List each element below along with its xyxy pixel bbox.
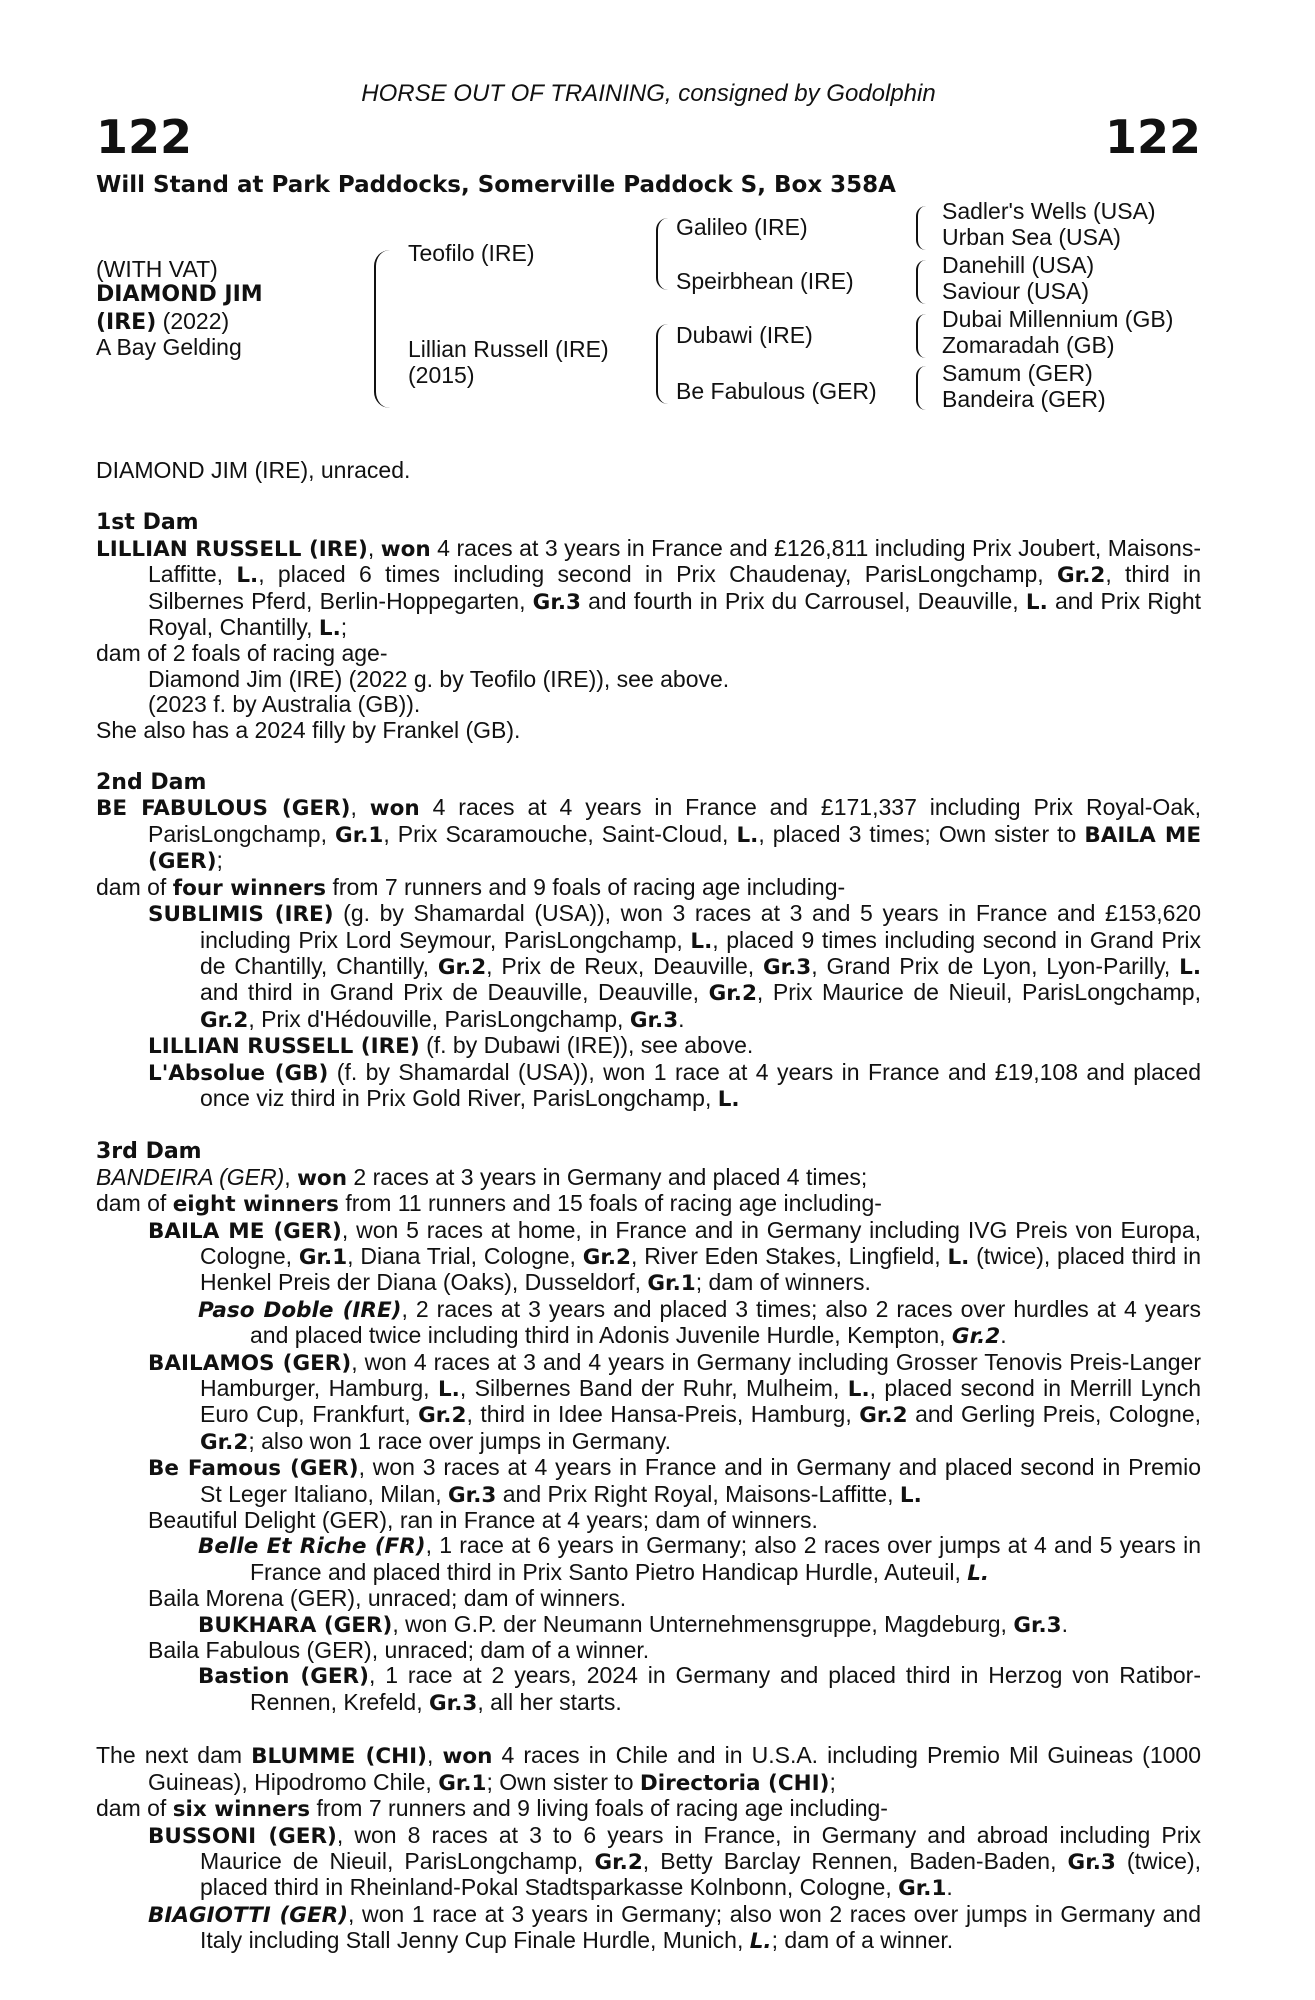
text-run: , third in Silbernes Pferd, Berlin-Hoppegarten, bbox=[148, 561, 1201, 614]
text-run: L. bbox=[967, 1560, 990, 1586]
pedigree-paragraph bbox=[96, 1533, 1201, 1586]
text-run: Diamond Jim (IRE) (2022 g. by Teofilo (IRE)), see above. bbox=[148, 665, 730, 692]
text-run: BIAGIOTTI (GER) bbox=[148, 1902, 349, 1928]
text-run: Gr.2 bbox=[859, 1403, 908, 1429]
text-run: , 2 races at 3 years and placed 3 times; also 2 races over hurdles at 4 years and placed twice including third in Adonis Juvenile Hurdle, Kempton, bbox=[250, 1295, 1201, 1349]
pedigree-paragraph bbox=[96, 536, 1201, 642]
sire-dam: Speirbhean (IRE) bbox=[676, 268, 854, 294]
lot-header bbox=[96, 80, 1201, 170]
text-run: , won 1 race at 3 years in Germany; also won 2 races over jumps in Germany and Italy including Stall Jenny Cup Finale Hurdle, Munich, bbox=[200, 1900, 1201, 1954]
text-run: Gr.2 bbox=[418, 1403, 467, 1429]
text-run: Gr.3 bbox=[762, 954, 812, 980]
text-run: , 1 race at 2 years, 2024 in Germany and placed third in Herzog von Ratibor-Rennen, Krefeld, bbox=[250, 1662, 1201, 1715]
text-run: ; dam of a winner. bbox=[771, 1927, 954, 1954]
pedigree-paragraph bbox=[96, 1743, 1201, 1796]
text-run: Gr.3 bbox=[1013, 1612, 1062, 1638]
pedigree-paragraph bbox=[96, 1218, 1201, 1297]
text-run: L. bbox=[236, 563, 259, 589]
text-run: 4 races at 4 years in France and £171,337 including Prix Royal-Oak, ParisLongchamp, bbox=[148, 794, 1201, 847]
text-run: from 7 runners and 9 living foals of racing age including- bbox=[310, 1795, 888, 1822]
pedigree-paragraph bbox=[96, 1823, 1201, 1902]
text-run: dam of bbox=[96, 1190, 173, 1217]
text-run: . bbox=[946, 1874, 953, 1901]
pedigree-paragraph bbox=[96, 1902, 1201, 1955]
text-run: and fourth in Prix du Carrousel, Deauville, bbox=[580, 587, 1026, 614]
text-run: dam of bbox=[96, 1795, 173, 1822]
text-run: Gr.3 bbox=[448, 1482, 497, 1508]
text-run: Gr.1 bbox=[298, 1244, 348, 1270]
lot-number-left: 122 bbox=[96, 110, 193, 164]
text-run: 4 races in Chile and in U.S.A. including Premio Mil Guineas (1000 Guineas), Hipodromo Chile, bbox=[148, 1742, 1201, 1795]
text-run: L. bbox=[736, 822, 759, 848]
text-run: L. bbox=[1025, 589, 1048, 615]
pedigree-paragraph bbox=[96, 1165, 1201, 1191]
text-run: Baila Morena (GER), unraced; dam of winners. bbox=[148, 1585, 627, 1612]
text-run: , bbox=[350, 794, 370, 821]
text-run: , Prix Maurice de Nieuil, ParisLongchamp, bbox=[756, 979, 1201, 1006]
text-run: Paso Doble (IRE) bbox=[198, 1297, 402, 1323]
text-run: , placed 3 times; Own sister to bbox=[758, 820, 1085, 847]
text-run: six winners bbox=[172, 1797, 311, 1823]
text-run: ; bbox=[340, 614, 348, 641]
text-run: , won 4 races at 3 and 4 years in Germany including Grosser Tenovis Preis-Langer Hamburger, Hamburg, bbox=[200, 1348, 1201, 1401]
dam-section bbox=[96, 1139, 1201, 1716]
text-run: Gr.2 bbox=[594, 1849, 643, 1875]
text-run: won bbox=[369, 796, 420, 822]
text-run: and Prix Right Royal, Maisons-Laffitte, bbox=[496, 1480, 900, 1507]
text-run: ; bbox=[829, 1768, 836, 1795]
text-run: 4 races at 3 years in France and £126,811 including Prix Joubert, Maisons-Laffitte, bbox=[148, 534, 1202, 588]
horse-origin: (IRE) bbox=[96, 310, 157, 335]
text-run: , River Eden Stakes, Lingfield, bbox=[631, 1242, 948, 1269]
text-run: , all her starts. bbox=[477, 1688, 622, 1715]
text-run: She also has a 2024 filly by Frankel (GB). bbox=[96, 716, 521, 743]
sire-sire: Galileo (IRE) bbox=[676, 214, 808, 240]
pedigree-paragraph bbox=[96, 1455, 1201, 1508]
text-run: (twice), placed third in Rheinland-Pokal Stadtsparkasse Kolnbonn, Cologne, bbox=[200, 1847, 1202, 1901]
text-run: Gr.2 bbox=[200, 1007, 249, 1033]
text-run: (2023 f. by Australia (GB)). bbox=[148, 691, 421, 718]
ggp-5: Dubai Millennium (GB) bbox=[942, 306, 1174, 332]
stand-location: Will Stand at Park Paddocks, Somerville Paddock S, Box 358A bbox=[96, 172, 896, 198]
text-run: Gr.1 bbox=[647, 1271, 696, 1297]
sire-brace bbox=[656, 218, 668, 290]
pedigree-table bbox=[96, 198, 1206, 428]
text-run: ; bbox=[216, 847, 223, 874]
text-run: , placed 9 times including second in Grand Prix de Chantilly, Chantilly, bbox=[200, 926, 1202, 979]
text-run: and Gerling Preis, Cologne, bbox=[907, 1401, 1201, 1428]
dam-sections bbox=[96, 510, 1201, 1954]
intro-line: DIAMOND JIM (IRE), unraced. bbox=[96, 457, 411, 483]
text-run: . bbox=[678, 1005, 685, 1032]
horse-year: (2022) bbox=[156, 308, 230, 334]
pedigree-paragraph bbox=[96, 1612, 1201, 1638]
pedigree-paragraph bbox=[96, 901, 1201, 1033]
text-run: ; also won 1 race over jumps in Germany. bbox=[248, 1427, 672, 1454]
pedigree-paragraph bbox=[96, 1191, 1201, 1217]
pedigree-paragraph bbox=[96, 1508, 1201, 1533]
text-run: L. bbox=[437, 1377, 460, 1402]
text-run: and Prix Right Royal, Chantilly, bbox=[148, 587, 1201, 641]
ggp-6: Zomaradah (GB) bbox=[942, 332, 1115, 358]
text-run: dam of bbox=[96, 873, 173, 900]
text-run: 2 races at 3 years in Germany and placed 4 times; bbox=[347, 1163, 868, 1190]
pedigree-paragraph bbox=[96, 641, 1201, 666]
text-run: L. bbox=[947, 1244, 970, 1270]
ggp-7: Samum (GER) bbox=[942, 360, 1093, 386]
brace-speirbhean bbox=[916, 260, 926, 304]
pedigree-paragraph bbox=[96, 1796, 1201, 1822]
text-run: BUSSONI (GER) bbox=[148, 1823, 337, 1849]
text-run: , 1 race at 6 years in Germany; also 2 races over jumps at 4 and 5 years in France and placed third in Prix Santo Pietro Handicap Hurdle, Auteuil, bbox=[250, 1532, 1201, 1585]
text-run: (f. by Shamardal (USA)), won 1 race at 4 years in France and £19,108 and placed once viz third in Prix Gold River, ParisLongchamp, bbox=[200, 1058, 1201, 1111]
section-heading: 2nd Dam bbox=[96, 770, 207, 796]
pedigree-paragraph bbox=[96, 1663, 1201, 1716]
text-run: won bbox=[380, 536, 431, 562]
pedigree-paragraph bbox=[96, 1350, 1201, 1456]
text-run: BAILAMOS (GER) bbox=[148, 1350, 352, 1376]
text-run: , placed 6 times including second in Prix Chaudenay, ParisLongchamp, bbox=[258, 561, 1058, 588]
dam-year: (2015) bbox=[408, 362, 475, 388]
text-run: , Prix d'Hédouville, ParisLongchamp, bbox=[248, 1005, 630, 1032]
text-run: , won G.P. der Neumann Unternehmensgruppe, Magdeburg, bbox=[392, 1610, 1014, 1637]
text-run: Gr.2 bbox=[1057, 563, 1106, 589]
text-run: won bbox=[297, 1165, 348, 1191]
sire: Teofilo (IRE) bbox=[408, 240, 535, 266]
text-run: , third in Idee Hansa-Preis, Hamburg, bbox=[466, 1401, 860, 1428]
text-run: ; dam of winners. bbox=[695, 1269, 871, 1296]
lot-number-right: 122 bbox=[1104, 110, 1201, 164]
text-run: Gr.3 bbox=[532, 589, 581, 615]
brace-dubawi bbox=[916, 314, 926, 358]
text-run: , won 8 races at 3 to 6 years in France, in Germany and abroad including Prix Maurice de Nieuil, ParisLongchamp, bbox=[200, 1821, 1201, 1874]
text-run: L. bbox=[690, 928, 713, 954]
pedigree-paragraph bbox=[96, 1297, 1201, 1350]
dam-section bbox=[96, 510, 1201, 743]
catalogue-text bbox=[96, 458, 1201, 1955]
text-run: Gr.3 bbox=[629, 1007, 679, 1033]
text-run: Gr.3 bbox=[429, 1690, 478, 1716]
horse-description: A Bay Gelding bbox=[96, 334, 242, 360]
pedigree-paragraph bbox=[96, 1638, 1201, 1663]
text-run: L. bbox=[899, 1482, 922, 1508]
brace-galileo bbox=[916, 206, 926, 250]
text-run: , won 3 races at 4 years in France and in Germany and placed second in Premio St Leger Italiano, Milan, bbox=[200, 1454, 1201, 1507]
text-run: BAILA ME (GER) bbox=[148, 822, 1201, 875]
text-run: Gr.2 bbox=[200, 1429, 249, 1455]
text-run: Gr.1 bbox=[335, 822, 384, 848]
text-run: , bbox=[367, 534, 381, 561]
section-heading: 3rd Dam bbox=[96, 1139, 202, 1165]
text-run: , placed second in Merrill Lynch Euro Cup, Frankfurt, bbox=[200, 1375, 1201, 1428]
pedigree-paragraph bbox=[96, 718, 1201, 743]
text-run: eight winners bbox=[172, 1192, 339, 1218]
text-run: from 11 runners and 15 foals of racing age including- bbox=[338, 1190, 882, 1217]
ggp-2: Urban Sea (USA) bbox=[942, 224, 1121, 250]
text-run: L. bbox=[1179, 954, 1201, 980]
text-run: and third in Grand Prix de Deauville, Deauville, bbox=[200, 979, 709, 1006]
text-run: (f. by Dubawi (IRE)), see above. bbox=[419, 1032, 754, 1059]
pedigree-brace bbox=[374, 250, 390, 408]
text-run: , Betty Barclay Rennen, Baden-Baden, bbox=[642, 1847, 1068, 1874]
text-run: , Prix Scaramouche, Saint-Cloud, bbox=[383, 820, 737, 847]
text-run: Beautiful Delight (GER), ran in France at 4 years; dam of winners. bbox=[148, 1507, 818, 1534]
pedigree-paragraph bbox=[96, 692, 1201, 717]
ggp-4: Saviour (USA) bbox=[942, 278, 1089, 304]
horse-name: DIAMOND JIM bbox=[96, 282, 263, 307]
ggp-1: Sadler's Wells (USA) bbox=[942, 198, 1156, 224]
text-run: , Silbernes Band der Ruhr, Mulheim, bbox=[459, 1375, 848, 1401]
text-run: (g. by Shamardal (USA)), won 3 races at 3 and 5 years in France and £153,620 including Prix Lord Seymour, ParisLongchamp, bbox=[200, 900, 1201, 953]
pedigree-paragraph bbox=[96, 1586, 1201, 1611]
text-run: Be Famous (GER) bbox=[148, 1456, 359, 1482]
ggp-8: Bandeira (GER) bbox=[942, 386, 1106, 412]
pedigree-paragraph bbox=[96, 1033, 1201, 1059]
horse-origin-year bbox=[96, 308, 229, 336]
text-run: L. bbox=[749, 1929, 772, 1955]
text-run: , bbox=[284, 1163, 298, 1190]
dam: Lillian Russell (IRE) bbox=[408, 336, 609, 362]
text-run: Gr.2 bbox=[951, 1324, 1001, 1350]
pedigree-paragraph bbox=[96, 667, 1201, 692]
text-run: BUKHARA (GER) bbox=[198, 1612, 393, 1638]
text-run: Gr.1 bbox=[438, 1770, 487, 1796]
text-run: , bbox=[426, 1742, 443, 1769]
text-run: L. bbox=[847, 1377, 870, 1402]
text-run: BAILA ME (GER) bbox=[148, 1218, 342, 1244]
section-heading: 1st Dam bbox=[96, 510, 199, 536]
text-run: BANDEIRA (GER) bbox=[96, 1163, 285, 1190]
text-run: L. bbox=[717, 1086, 740, 1112]
text-run: . bbox=[1000, 1322, 1007, 1349]
pedigree-paragraph bbox=[96, 875, 1201, 901]
text-run: from 7 runners and 9 foals of racing age including- bbox=[326, 873, 846, 900]
text-run: (twice), placed third in Henkel Preis der Diana (Oaks), Dusseldorf, bbox=[200, 1242, 1202, 1296]
dam-section bbox=[96, 1743, 1201, 1954]
text-run: . bbox=[1061, 1610, 1069, 1637]
text-run: SUBLIMIS (IRE) bbox=[148, 902, 334, 928]
text-run: four winners bbox=[172, 875, 327, 901]
text-run: The next dam bbox=[96, 1742, 252, 1769]
text-run: LILLIAN RUSSELL (IRE) bbox=[148, 1034, 420, 1060]
vat-note: (WITH VAT) bbox=[96, 256, 218, 282]
dam-brace bbox=[656, 324, 668, 404]
text-run: Belle Et Riche (FR) bbox=[198, 1534, 426, 1560]
text-run: ; Own sister to bbox=[486, 1768, 640, 1795]
dam-sire: Dubawi (IRE) bbox=[676, 322, 813, 348]
text-run: Baila Fabulous (GER), unraced; dam of a winner. bbox=[148, 1637, 650, 1664]
text-run: Bastion (GER) bbox=[198, 1664, 369, 1690]
text-run: Gr.1 bbox=[898, 1876, 947, 1902]
text-run: BLUMME (CHI) bbox=[251, 1744, 427, 1770]
text-run: dam of 2 foals of racing age- bbox=[96, 640, 388, 667]
pedigree-paragraph bbox=[96, 795, 1201, 874]
text-run: LILLIAN RUSSELL (IRE) bbox=[96, 536, 368, 562]
text-run: , Prix de Reux, Deauville, bbox=[486, 952, 763, 979]
dam-section bbox=[96, 770, 1201, 1112]
text-run: won bbox=[442, 1744, 493, 1770]
text-run: Gr.2 bbox=[582, 1244, 632, 1270]
text-run: L'Absolue (GB) bbox=[148, 1060, 329, 1086]
text-run: , Diana Trial, Cologne, bbox=[347, 1242, 583, 1269]
text-run: Gr.3 bbox=[1067, 1849, 1116, 1875]
dam-dam: Be Fabulous (GER) bbox=[676, 378, 877, 404]
text-run: BE FABULOUS (GER) bbox=[96, 796, 351, 822]
consignment-title: HORSE OUT OF TRAINING, consigned by Godolphin bbox=[361, 80, 936, 107]
brace-be-fabulous bbox=[916, 366, 926, 410]
text-run: , Grand Prix de Lyon, Lyon-Parilly, bbox=[811, 952, 1180, 979]
text-run: Directoria (CHI) bbox=[639, 1770, 830, 1796]
text-run: Gr.2 bbox=[708, 981, 757, 1007]
text-run: , won 5 races at home, in France and in Germany including IVG Preis von Europa, Cologne, bbox=[200, 1216, 1201, 1269]
ggp-3: Danehill (USA) bbox=[942, 252, 1095, 278]
text-run: L. bbox=[318, 616, 341, 642]
text-run: Gr.2 bbox=[437, 954, 487, 980]
pedigree-paragraph bbox=[96, 1060, 1201, 1113]
